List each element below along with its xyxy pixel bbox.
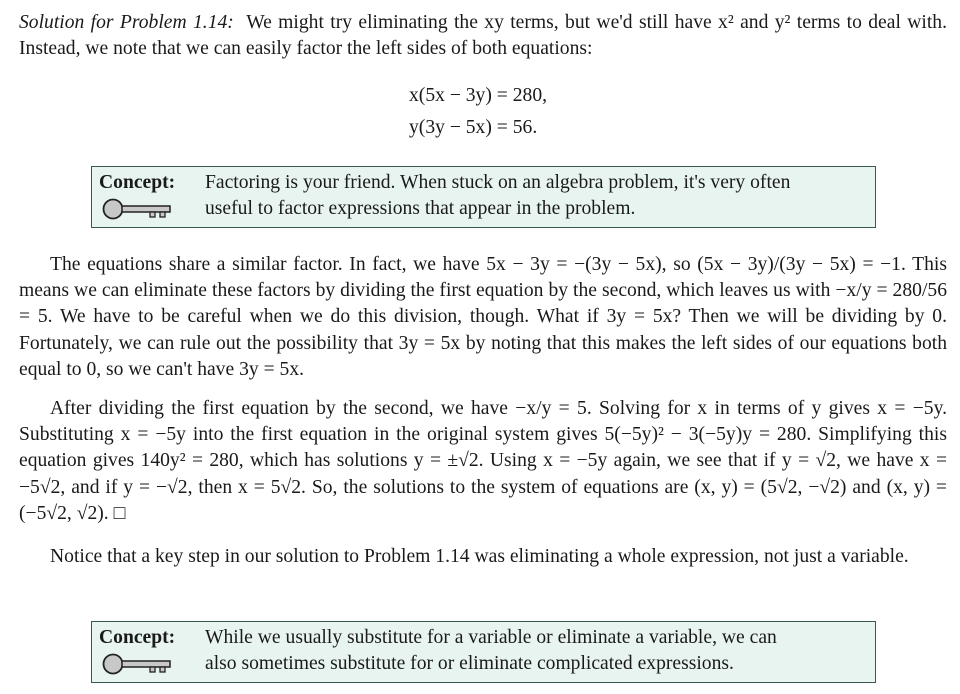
concept-label: Concept: xyxy=(99,172,176,193)
key-icon xyxy=(102,653,178,675)
equation-1: x(5x − 3y) = 280, xyxy=(409,85,548,106)
equation-2: y(3y − 5x) = 56. xyxy=(409,117,538,138)
solution-intro-text: We might try eliminating the xy terms, but we'd still have x² and y² terms to deal with. Instead, we note that we can easily factor the left sides of both equations: xyxy=(19,12,947,60)
concept-text xyxy=(205,625,870,677)
concept-box-1 xyxy=(91,166,876,228)
solution-intro xyxy=(19,10,947,62)
key-icon xyxy=(102,198,178,220)
paragraph-notice: Notice that a key step in our solution to Problem 1.14 was eliminating a whole expression, not just a variable. xyxy=(50,546,909,567)
concept-line: Factoring is your friend. When stuck on an algebra problem, it's very often xyxy=(205,172,791,193)
concept-line: While we usually substitute for a variable or eliminate a variable, we can xyxy=(205,627,777,648)
paragraph-factor: The equations share a similar factor. In fact, we have 5x − 3y = −(3y − 5x), so (5x − 3y)/(3y − 5x) = −1. This means we can eliminate these factors by dividing the first equation by the second, which leaves us with −x/y = 280/56 = 5. We have to be careful when we do this division, though. What if 3y = 5x? Then we will be dividing by 0. Fortunately, we can rule out the possibility that 3y = 5x by noting that this makes the left sides of our equations both equal to 0, so we can't have 3y = 5x. xyxy=(19,254,947,380)
concept-line: also sometimes substitute for or eliminate complicated expressions. xyxy=(205,653,734,675)
concept-text xyxy=(205,170,870,222)
solution-title: Solution for Problem 1.14: xyxy=(19,12,234,33)
paragraph-substitution: After dividing the first equation by the second, we have −x/y = 5. Solving for x in terms of y gives x = −5y. Substituting x = −5y into the first equation in the original system gives 5(−5y)² − 3(−5y)y = 280. Simplifying this equation gives 140y² = 280, which has solutions y = ±√2. Using x = −5y again, we see that if y = √2, we have x = −5√2, and if y = −√2, then x = 5√2. So, the solutions to the system of equations are (x, y) = (5√2, −√2) and (x, y) = (−5√2, √2). □ xyxy=(19,398,947,524)
equation-block xyxy=(409,80,547,144)
concept-line: useful to factor expressions that appear in the problem. xyxy=(205,198,636,220)
concept-box-2 xyxy=(91,621,876,683)
concept-label: Concept: xyxy=(99,627,176,648)
